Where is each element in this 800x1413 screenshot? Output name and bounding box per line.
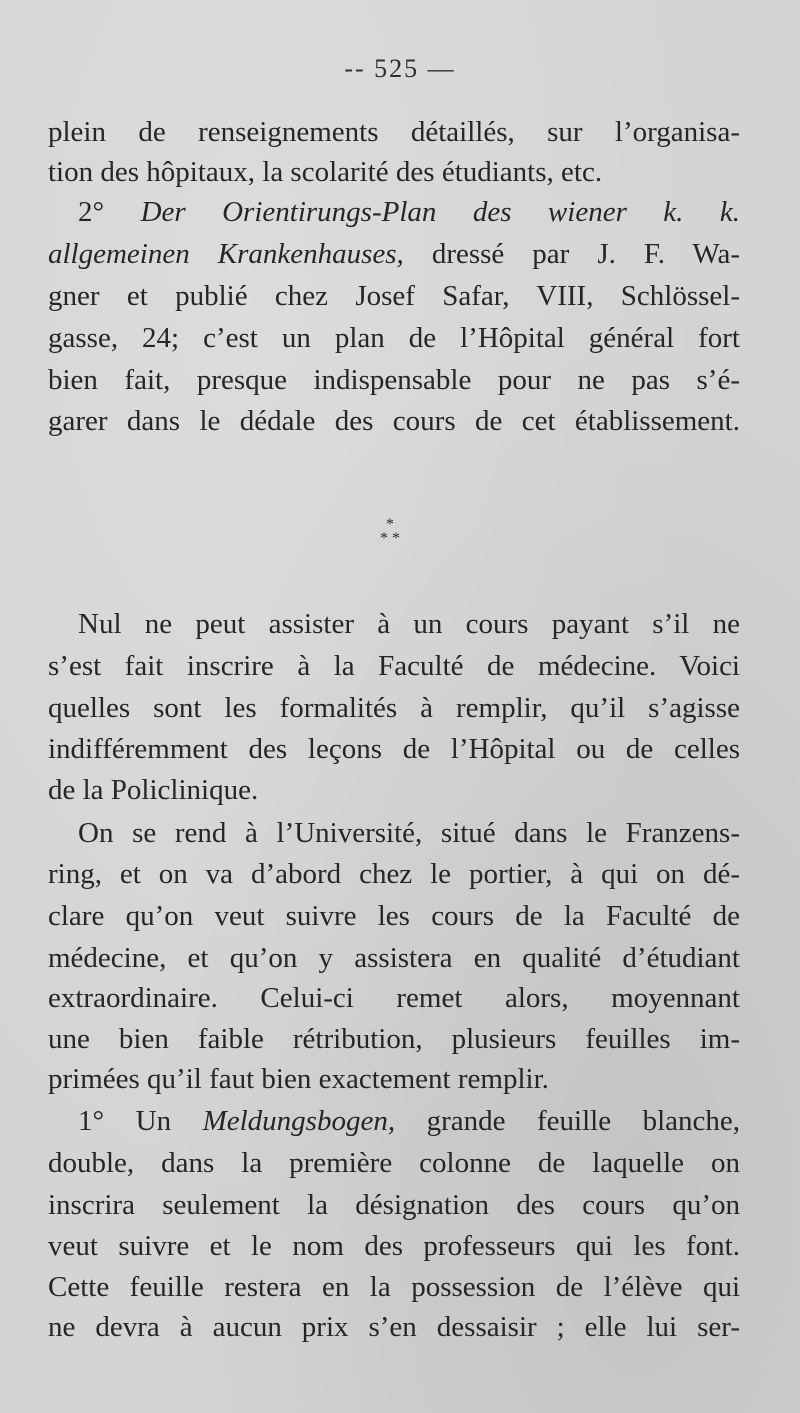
divider-star-top: *	[386, 516, 394, 533]
text-line	[78, 1101, 740, 1141]
text-line: s’est fait inscrire à la Faculté de médecine. Voici	[48, 650, 740, 682]
text-line: Cette feuille restera en la possession de l’élève qui	[48, 1271, 740, 1303]
text-line: médecine, et qu’on y assistera en qualité d’étudiant	[48, 942, 740, 974]
text-span: dressé par J. F. Wa-	[431, 238, 740, 270]
text-line: bien fait, presque indispensable pour ne pas s’é-	[48, 364, 740, 396]
text-line: une bien faible rétribution, plusieurs feuilles im-	[48, 1023, 740, 1055]
text-line: ne devra à aucun prix s’en dessaisir ; elle lui ser-	[48, 1311, 740, 1343]
text-line: Nul ne peut assister à un cours payant s’il ne	[78, 608, 740, 640]
item-number: 2°	[78, 196, 105, 228]
text-line: veut suivre et le nom des professeurs qui les font.	[48, 1230, 740, 1262]
text-line: double, dans la première colonne de laquelle on	[48, 1147, 740, 1179]
text-line	[48, 234, 740, 274]
page-number: -- 525 —	[344, 54, 456, 83]
section-divider	[370, 518, 410, 552]
italic-term: Meldungsbogen,	[202, 1105, 396, 1137]
text-line: primées qu’il faut bien exactement remplir.	[48, 1063, 549, 1095]
italic-title: Der Orientirungs-Plan des wiener k. k.	[140, 196, 740, 228]
text-span: Un	[135, 1105, 172, 1137]
text-line: indifféremment des leçons de l’Hôpital ou de celles	[48, 733, 740, 765]
divider-stars-bottom: * *	[380, 530, 400, 547]
text-line: de la Policlinique.	[48, 774, 259, 806]
item-number: 1°	[78, 1105, 105, 1137]
text-line: On se rend à l’Université, situé dans le Franzens-	[78, 817, 740, 849]
text-line: garer dans le dédale des cours de cet établissement.	[48, 405, 740, 437]
text-line: clare qu’on veut suivre les cours de la Faculté de	[48, 900, 740, 932]
text-line: gasse, 24; c’est un plan de l’Hôpital général fort	[48, 322, 740, 354]
italic-title: allgemeinen Krankenhauses,	[48, 238, 404, 270]
text-line	[78, 192, 740, 232]
text-line: gner et publié chez Josef Safar, VIII, Schlössel-	[48, 280, 740, 312]
text-line: tion des hôpitaux, la scolarité des étudiants, etc.	[48, 156, 603, 188]
text-line: plein de renseignements détaillés, sur l’organisa-	[48, 116, 740, 148]
text-line: extraordinaire. Celui-ci remet alors, moyennant	[48, 982, 740, 1014]
text-span: grande feuille blanche,	[426, 1105, 740, 1137]
text-line: inscrira seulement la désignation des cours qu’on	[48, 1189, 740, 1221]
text-line: quelles sont les formalités à remplir, qu’il s’agisse	[48, 692, 740, 724]
text-line: ring, et on va d’abord chez le portier, à qui on dé-	[48, 858, 740, 890]
